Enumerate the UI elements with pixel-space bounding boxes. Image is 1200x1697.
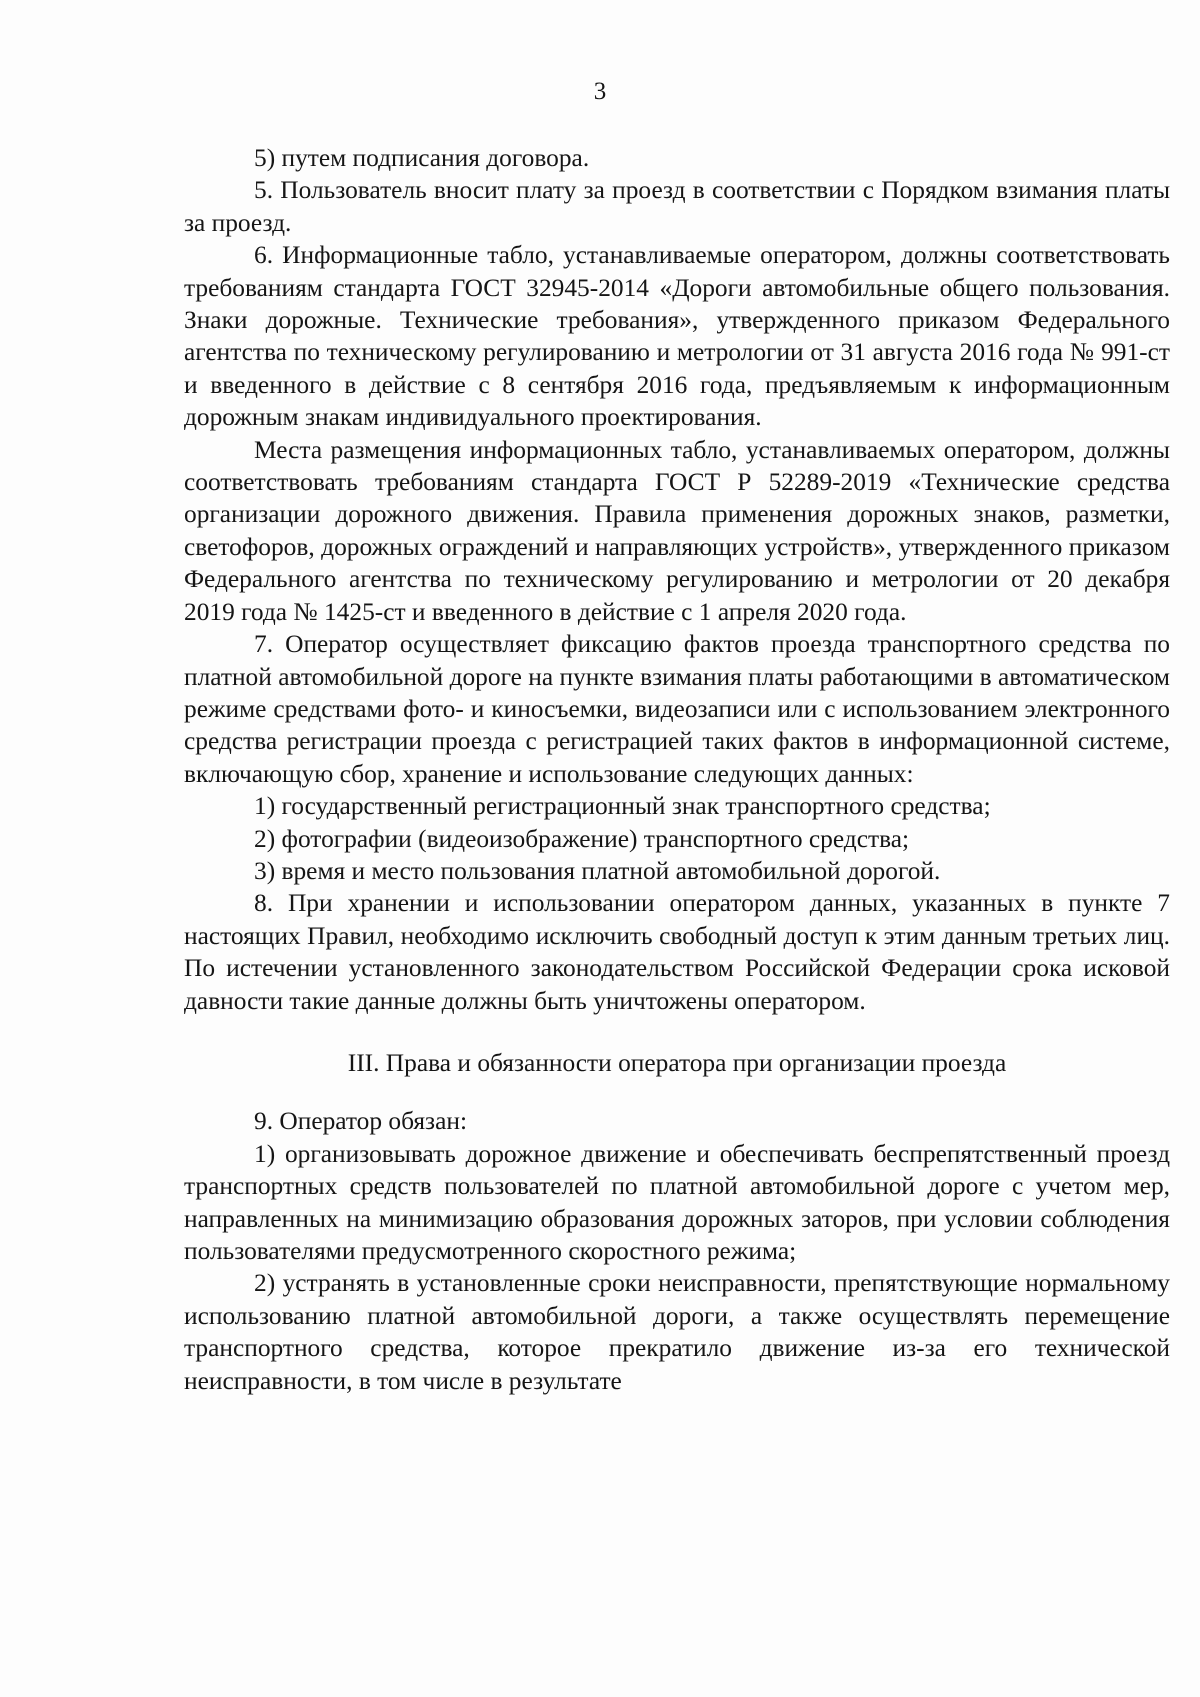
paragraph-item-7-2: 2) фотографии (видеоизображение) транспортного средства; <box>254 824 910 853</box>
document-body <box>184 142 1170 1397</box>
paragraph-clause-8: 8. При хранении и использовании оператором данных, указанных в пункте 7 настоящих Правил, необходимо исключить свободный доступ к этим данным третьих лиц. По истечении установленного законодательством Российской Федерации срока исковой давности такие данные должны быть уничтожены оператором. <box>184 889 1170 1015</box>
paragraph-clause-7: 7. Оператор осуществляет фиксацию фактов проезда транспортного средства по платной автомобильной дороге на пункте взимания платы работающими в автоматическом режиме средствами фото- и киносъемки, видеозаписи или с использованием электронного средства регистрации проезда с регистрацией таких фактов в информационной системе, включающую сбор, хранение и использование следующих данных: <box>184 630 1170 788</box>
page-number: 3 <box>593 78 607 105</box>
paragraph-clause-6: 6. Информационные табло, устанавливаемые оператором, должны соответствовать требованиям стандарта ГОСТ 32945-2014 «Дороги автомобильные общего пользования. Знаки дорожные. Технические требования», утвержденного приказом Федерального агентства по техническому регулированию и метрологии от 31 августа 2016 года № 991-ст и введенного в действие с 8 сентября 2016 года, предъявляемым к информационным дорожным знакам индивидуального проектирования. <box>184 241 1170 432</box>
paragraph-clause-9: 9. Оператор обязан: <box>254 1107 467 1136</box>
paragraph-clause-5: 5. Пользователь вносит плату за проезд в соответствии с Порядком взимания платы за проезд. <box>184 176 1170 237</box>
paragraph-item-9-1: 1) организовывать дорожное движение и обеспечивать беспрепятственный проезд транспортных средств пользователей по платной автомобильной дороге с учетом мер, направленных на минимизацию образования дорожных заторов, при условии соблюдения пользователями предусмотренного скоростного режима; <box>184 1139 1170 1265</box>
paragraph-item-5-5: 5) путем подписания договора. <box>254 144 590 172</box>
paragraph-item-7-3: 3) время и место пользования платной автомобильной дорогой. <box>254 856 941 885</box>
section-heading: III. Права и обязанности оператора при организации проезда <box>347 1048 1007 1077</box>
paragraph-item-7-1: 1) государственный регистрационный знак транспортного средства; <box>254 792 991 821</box>
paragraph-item-9-2: 2) устранять в установленные сроки неисправности, препятствующие нормальному использованию платной автомобильной дороги, а также осуществлять перемещение транспортного средства, которое прекратило движение из-за его технической неисправности, в том числе в результате <box>184 1269 1170 1395</box>
paragraph-clause-6-placement: Места размещения информационных табло, устанавливаемых оператором, должны соответствовать требованиям стандарта ГОСТ Р 52289-2019 «Технические средства организации дорожного движения. Правила применения дорожных знаков, разметки, светофоров, дорожных ограждений и направляющих устройств», утвержденного приказом Федерального агентства по техническому регулированию и метрологии от 20 декабря 2019 года № 1425-ст и введенного в действие с 1 апреля 2020 года. <box>184 435 1170 626</box>
